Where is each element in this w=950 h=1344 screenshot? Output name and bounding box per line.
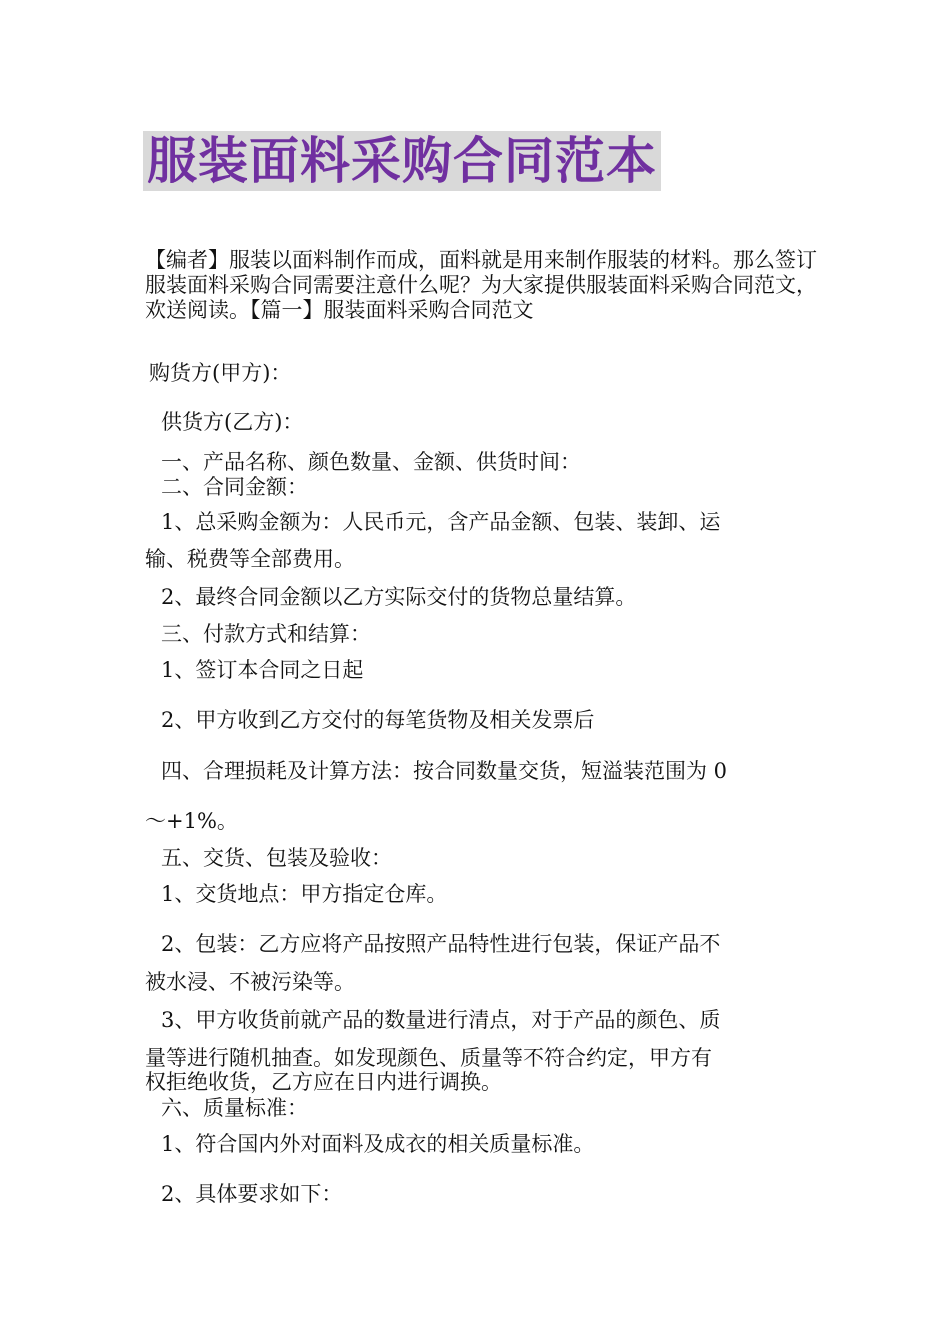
text-line: 被水浸、不被污染等。 xyxy=(145,970,355,994)
text-line: 2、包装：乙方应将产品按照产品特性进行包装，保证产品不 xyxy=(161,932,721,956)
text-line: 1、总采购金额为：人民币元，含产品金额、包装、装卸、运 xyxy=(161,510,721,534)
text-line: 1、签订本合同之日起 xyxy=(161,658,364,682)
text-line: ～+1%。 xyxy=(145,809,238,833)
text-line: 2、具体要求如下： xyxy=(161,1182,343,1206)
text-line: 输、税费等全部费用。 xyxy=(145,547,355,571)
text-line: 三、付款方式和结算： xyxy=(161,622,371,646)
text-line: 2、甲方收到乙方交付的每笔货物及相关发票后 xyxy=(161,708,595,732)
text-line: 五、交货、包装及验收： xyxy=(161,846,392,870)
text-line: 六、质量标准： xyxy=(161,1096,308,1120)
intro-paragraph: 【编者】服装以面料制作而成，面料就是用来制作服装的材料。那么签订服装面料采购合同需要注意什么呢？为大家提供服装面料采购合同范文，欢送阅读。【篇一】服装面料采购合同范文 xyxy=(145,248,817,322)
text-line: 四、合理损耗及计算方法：按合同数量交货，短溢装范围为 0 xyxy=(161,759,728,783)
text-line: 1、交货地点：甲方指定仓库。 xyxy=(161,882,448,906)
text-line: 2、最终合同金额以乙方实际交付的货物总量结算。 xyxy=(161,585,637,609)
text-line: 3、甲方收货前就产品的数量进行清点，对于产品的颜色、质 xyxy=(161,1008,721,1032)
text-line: 二、合同金额： xyxy=(161,475,308,499)
text-line: 一、产品名称、颜色数量、金额、供货时间： xyxy=(161,450,581,474)
text-line: 量等进行随机抽查。如发现颜色、质量等不符合约定，甲方有 xyxy=(145,1046,712,1070)
document-title: 服装面料采购合同范本 xyxy=(143,131,661,191)
text-line: 权拒绝收货，乙方应在日内进行调换。 xyxy=(145,1070,502,1094)
text-line: 1、符合国内外对面料及成衣的相关质量标准。 xyxy=(161,1132,595,1156)
text-line: 购货方(甲方)： xyxy=(149,361,292,385)
text-line: 供货方(乙方)： xyxy=(161,410,304,434)
